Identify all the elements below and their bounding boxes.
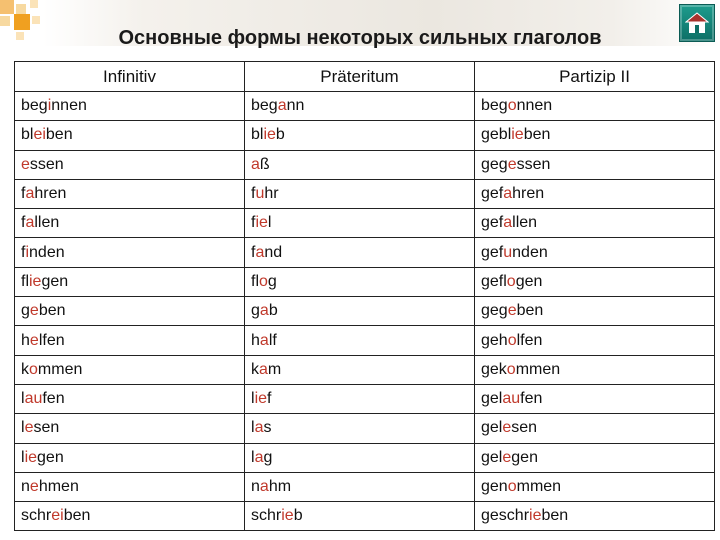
praeteritum-cell bbox=[245, 267, 475, 296]
header-partizip: Partizip II bbox=[475, 62, 715, 92]
word-part: gef bbox=[481, 185, 504, 203]
word-part: gen bbox=[481, 478, 508, 495]
word-part: l bbox=[251, 419, 255, 437]
word-part: ssen bbox=[516, 155, 551, 173]
word-part: ben bbox=[523, 126, 551, 144]
praeteritum-cell bbox=[245, 121, 475, 150]
infinitiv-cell bbox=[15, 502, 245, 531]
word-part: f bbox=[267, 390, 272, 408]
vowel-highlight: ei bbox=[51, 507, 64, 525]
vowel-highlight: o bbox=[259, 272, 268, 290]
home-icon bbox=[685, 11, 709, 35]
word-part: fl bbox=[21, 272, 29, 290]
vowel-highlight: a bbox=[254, 448, 264, 466]
table-row bbox=[15, 472, 715, 501]
word-part: hm bbox=[268, 478, 292, 495]
word-part: nnen bbox=[516, 97, 553, 115]
word-part: ben bbox=[38, 302, 66, 320]
word-part: fen bbox=[42, 390, 65, 408]
word-part: f bbox=[21, 243, 26, 261]
vowel-highlight: i bbox=[25, 243, 30, 261]
word-part: fen bbox=[520, 390, 543, 408]
word-part: nden bbox=[512, 243, 548, 261]
word-part: sen bbox=[33, 419, 60, 437]
table-row bbox=[15, 297, 715, 326]
word-part: gel bbox=[481, 448, 503, 466]
table-row bbox=[15, 121, 715, 150]
vowel-highlight: ie bbox=[29, 272, 42, 290]
praeteritum-cell bbox=[245, 92, 475, 121]
word-part: nn bbox=[286, 97, 305, 115]
word-part: gef bbox=[481, 243, 504, 261]
word-part: gen bbox=[515, 272, 543, 290]
word-part: gek bbox=[481, 360, 507, 378]
vowel-highlight: au bbox=[502, 390, 521, 408]
praeteritum-cell bbox=[245, 472, 475, 501]
word-part: geh bbox=[481, 331, 508, 349]
word-part: lf bbox=[268, 331, 277, 349]
word-part: beg bbox=[251, 97, 278, 115]
vowel-highlight: e bbox=[21, 155, 30, 173]
table-header-row bbox=[15, 62, 715, 92]
vowel-highlight: a bbox=[277, 97, 287, 115]
vowel-highlight: a bbox=[259, 478, 269, 495]
vowel-highlight: au bbox=[24, 390, 43, 408]
word-part: gebl bbox=[481, 126, 512, 144]
table-row bbox=[15, 209, 715, 238]
infinitiv-cell bbox=[15, 472, 245, 501]
partizip-cell bbox=[475, 150, 715, 179]
word-part: geschr bbox=[481, 507, 530, 525]
infinitiv-cell bbox=[15, 443, 245, 472]
infinitiv-cell bbox=[15, 384, 245, 413]
header-infinitiv: Infinitiv bbox=[15, 62, 245, 92]
infinitiv-cell bbox=[15, 238, 245, 267]
word-part: b bbox=[268, 302, 278, 320]
table-row bbox=[15, 267, 715, 296]
vowel-highlight: e bbox=[29, 302, 39, 320]
table-row bbox=[15, 238, 715, 267]
verb-forms-table bbox=[14, 61, 715, 531]
vowel-highlight: ie bbox=[511, 126, 524, 144]
word-part: l bbox=[267, 214, 272, 232]
table-row bbox=[15, 92, 715, 121]
word-part: mmen bbox=[516, 478, 562, 495]
vowel-highlight: a bbox=[255, 243, 265, 261]
praeteritum-cell bbox=[245, 297, 475, 326]
vowel-highlight: ie bbox=[255, 214, 268, 232]
word-part: f bbox=[251, 185, 256, 203]
partizip-cell bbox=[475, 414, 715, 443]
word-part: hr bbox=[264, 185, 279, 203]
word-part: h bbox=[21, 331, 30, 349]
partizip-cell bbox=[475, 355, 715, 384]
word-part: gel bbox=[481, 419, 503, 437]
vowel-highlight: e bbox=[24, 419, 34, 437]
vowel-highlight: a bbox=[25, 185, 35, 203]
word-part: b bbox=[275, 126, 285, 144]
word-part: f bbox=[251, 243, 256, 261]
praeteritum-cell bbox=[245, 179, 475, 208]
table-row bbox=[15, 384, 715, 413]
word-part: f bbox=[21, 214, 26, 232]
word-part: nnen bbox=[51, 97, 87, 115]
word-part: gefl bbox=[481, 272, 507, 290]
praeteritum-cell bbox=[245, 326, 475, 355]
word-part: hmen bbox=[38, 478, 79, 495]
table-row bbox=[15, 443, 715, 472]
word-part: f bbox=[21, 185, 26, 203]
vowel-highlight: a bbox=[259, 360, 268, 378]
vowel-highlight: ie bbox=[254, 390, 268, 408]
infinitiv-cell bbox=[15, 297, 245, 326]
vowel-highlight: o bbox=[506, 360, 516, 378]
word-part: schr bbox=[21, 507, 52, 525]
word-part: bl bbox=[251, 126, 264, 144]
word-part: g bbox=[251, 302, 260, 320]
word-part: sen bbox=[511, 419, 538, 437]
partizip-cell bbox=[475, 179, 715, 208]
vowel-highlight: e bbox=[507, 155, 517, 173]
partizip-cell bbox=[475, 209, 715, 238]
vowel-highlight: a bbox=[259, 302, 269, 320]
word-part: m bbox=[267, 360, 282, 378]
table-row bbox=[15, 326, 715, 355]
vowel-highlight: ie bbox=[529, 507, 542, 525]
vowel-highlight: a bbox=[503, 185, 513, 203]
word-part: l bbox=[251, 390, 255, 408]
word-part: geg bbox=[481, 302, 508, 320]
word-part: gen bbox=[41, 272, 69, 290]
word-part: gel bbox=[481, 390, 503, 408]
word-part: s bbox=[263, 419, 272, 437]
partizip-cell bbox=[475, 121, 715, 150]
word-part: g bbox=[267, 272, 277, 290]
word-part: ssen bbox=[29, 155, 64, 173]
vowel-highlight: e bbox=[29, 478, 39, 495]
vowel-highlight: e bbox=[502, 419, 512, 437]
word-part: mmen bbox=[37, 360, 83, 378]
praeteritum-cell bbox=[245, 209, 475, 238]
word-part: beg bbox=[481, 97, 508, 115]
infinitiv-cell bbox=[15, 121, 245, 150]
word-part: beg bbox=[21, 97, 48, 115]
partizip-cell bbox=[475, 326, 715, 355]
table-row bbox=[15, 355, 715, 384]
word-part: l bbox=[21, 419, 25, 437]
word-part: g bbox=[21, 302, 30, 320]
praeteritum-cell bbox=[245, 502, 475, 531]
vowel-highlight: a bbox=[25, 214, 35, 232]
vowel-highlight: o bbox=[506, 272, 516, 290]
word-part: lfen bbox=[38, 331, 65, 349]
vowel-highlight: u bbox=[503, 243, 513, 261]
vowel-highlight: e bbox=[507, 302, 517, 320]
vowel-highlight: ie bbox=[263, 126, 276, 144]
partizip-cell bbox=[475, 443, 715, 472]
table-row bbox=[15, 150, 715, 179]
vowel-highlight: o bbox=[29, 360, 38, 378]
word-part: nd bbox=[264, 243, 283, 261]
word-part: n bbox=[21, 478, 30, 495]
praeteritum-cell bbox=[245, 384, 475, 413]
word-part: llen bbox=[512, 214, 538, 232]
infinitiv-cell bbox=[15, 326, 245, 355]
word-part: ß bbox=[259, 155, 270, 173]
word-part: h bbox=[251, 331, 260, 349]
infinitiv-cell bbox=[15, 209, 245, 238]
infinitiv-cell bbox=[15, 355, 245, 384]
partizip-cell bbox=[475, 502, 715, 531]
table-row bbox=[15, 414, 715, 443]
word-part: gef bbox=[481, 214, 504, 232]
word-part: ben bbox=[541, 507, 569, 525]
word-part: ben bbox=[45, 126, 73, 144]
partizip-cell bbox=[475, 238, 715, 267]
word-part: k bbox=[21, 360, 29, 378]
word-part: l bbox=[251, 448, 255, 466]
infinitiv-cell bbox=[15, 179, 245, 208]
vowel-highlight: o bbox=[507, 478, 517, 495]
word-part: fl bbox=[251, 272, 259, 290]
infinitiv-cell bbox=[15, 150, 245, 179]
vowel-highlight: u bbox=[255, 185, 265, 203]
header-praeteritum: Präteritum bbox=[245, 62, 475, 92]
word-part: gen bbox=[37, 448, 64, 466]
word-part: g bbox=[263, 448, 273, 466]
vowel-highlight: i bbox=[47, 97, 52, 115]
word-part: hren bbox=[512, 185, 545, 203]
praeteritum-cell bbox=[245, 443, 475, 472]
table-row bbox=[15, 502, 715, 531]
word-part: f bbox=[251, 214, 256, 232]
praeteritum-cell bbox=[245, 238, 475, 267]
vowel-highlight: e bbox=[502, 448, 512, 466]
vowel-highlight: o bbox=[507, 97, 517, 115]
page-title: Основные формы некоторых сильных глаголов bbox=[118, 27, 602, 49]
word-part: l bbox=[21, 390, 25, 408]
vowel-highlight: a bbox=[259, 331, 269, 349]
word-part: schr bbox=[251, 507, 282, 525]
praeteritum-cell bbox=[245, 150, 475, 179]
word-part: ben bbox=[516, 302, 544, 320]
partizip-cell bbox=[475, 297, 715, 326]
partizip-cell bbox=[475, 92, 715, 121]
word-part: lfen bbox=[516, 331, 543, 349]
partizip-cell bbox=[475, 267, 715, 296]
word-part: mmen bbox=[515, 360, 561, 378]
word-part: geg bbox=[481, 155, 508, 173]
word-part: llen bbox=[34, 214, 60, 232]
vowel-highlight: ie bbox=[281, 507, 294, 525]
word-part: hren bbox=[34, 185, 67, 203]
infinitiv-cell bbox=[15, 414, 245, 443]
vowel-highlight: a bbox=[503, 214, 513, 232]
table-row bbox=[15, 179, 715, 208]
infinitiv-cell bbox=[15, 267, 245, 296]
word-part: nden bbox=[29, 243, 65, 261]
word-part: bl bbox=[21, 126, 34, 144]
vowel-highlight: o bbox=[507, 331, 517, 349]
word-part: b bbox=[293, 507, 303, 525]
word-part: ben bbox=[63, 507, 91, 525]
word-part: k bbox=[251, 360, 259, 378]
word-part: gen bbox=[511, 448, 538, 466]
word-part: l bbox=[21, 448, 25, 466]
vowel-highlight: ei bbox=[33, 126, 46, 144]
word-part: n bbox=[251, 478, 260, 495]
infinitiv-cell bbox=[15, 92, 245, 121]
praeteritum-cell bbox=[245, 355, 475, 384]
vowel-highlight: a bbox=[251, 155, 260, 173]
praeteritum-cell bbox=[245, 414, 475, 443]
home-button[interactable] bbox=[679, 4, 715, 42]
vowel-highlight: e bbox=[29, 331, 39, 349]
table-body bbox=[15, 92, 715, 531]
partizip-cell bbox=[475, 472, 715, 501]
vowel-highlight: a bbox=[254, 419, 264, 437]
vowel-highlight: ie bbox=[24, 448, 38, 466]
partizip-cell bbox=[475, 384, 715, 413]
